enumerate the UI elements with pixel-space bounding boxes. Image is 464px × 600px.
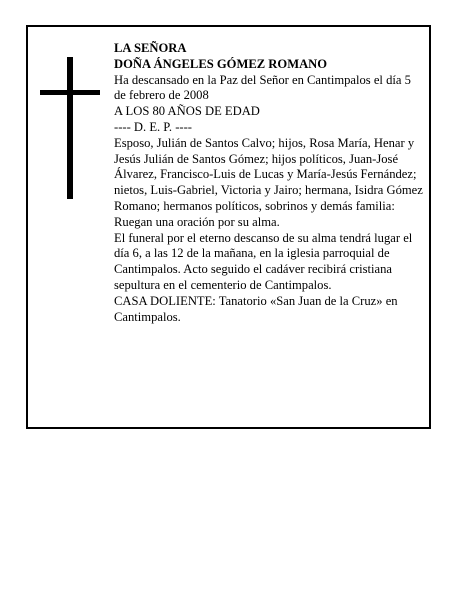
funeral-details: El funeral por el eterno descanso de su alma tendrá lugar el día 6, a las 12 de la mañana, en la iglesia parroquial de Cantimpalos. Acto seguido el cadáver recibirá cristiana sepultura en el cementerio de Cantimpalos.	[114, 230, 413, 292]
mourning-house: CASA DOLIENTE: Tanatorio «San Juan de la Cruz» en Cantimpalos.	[114, 293, 398, 324]
notice-title: LA SEÑORA	[114, 41, 187, 55]
age-line: A LOS 80 AÑOS DE EDAD	[114, 104, 260, 119]
death-statement: Ha descansado en la Paz del Señor en Cantimpalos el día 5 de febrero de 2008	[114, 72, 411, 103]
cross-horizontal-bar	[40, 90, 100, 95]
prayer-request: Ruegan una oración por su alma.	[114, 214, 280, 229]
obituary-notice	[26, 25, 431, 429]
cross-icon	[40, 57, 100, 199]
notice-text	[114, 41, 424, 325]
cross-vertical-bar	[67, 57, 73, 199]
family-list: Esposo, Julián de Santos Calvo; hijos, Rosa María, Henar y Jesús Julián de Santos Gómez; hijos políticos, Juan-José Álvarez, Francisco-Luis de Lucas y María-Jesús Fernández; nietos, Luis-Gabriel, Victoria y Jairo; hermana, Isidra Gómez Romano; hermanos políticos, sobrinos y demás familia:	[114, 135, 423, 213]
rip-line: ---- D. E. P. ----	[114, 119, 192, 134]
deceased-name: DOÑA ÁNGELES GÓMEZ ROMANO	[114, 56, 328, 71]
